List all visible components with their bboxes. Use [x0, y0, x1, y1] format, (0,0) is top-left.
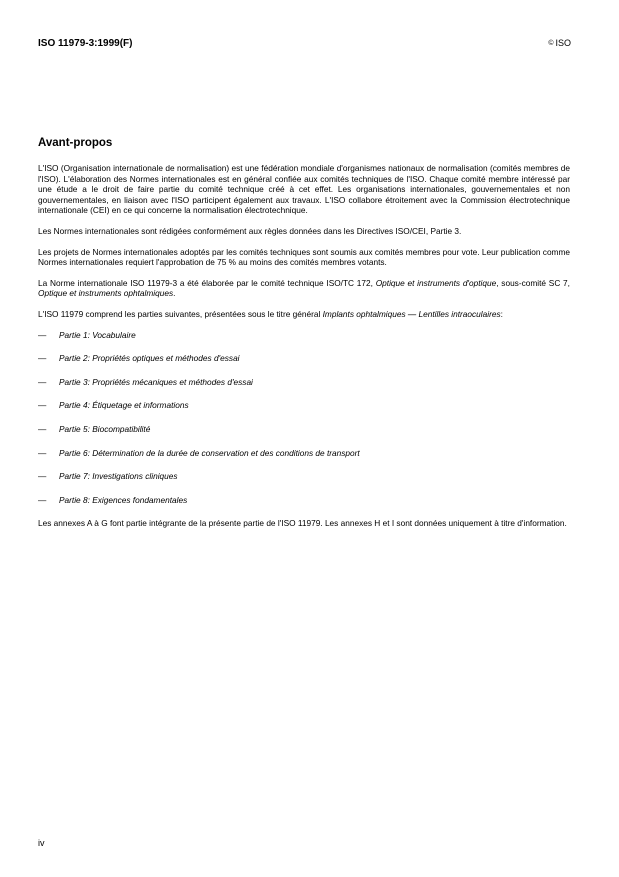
general-title: Implants ophtalmiques — Lentilles intraoculaires	[322, 308, 501, 319]
list-dash: —	[38, 353, 47, 364]
committee-name: Optique et instruments d'optique	[375, 277, 497, 288]
paragraph-parts-intro	[38, 309, 570, 320]
list-item	[38, 400, 570, 413]
document-body	[38, 163, 570, 539]
list-item	[38, 424, 570, 437]
list-dash: —	[38, 376, 47, 387]
list-item	[38, 448, 570, 461]
parts-list	[38, 330, 570, 508]
standard-id-header: ISO 11979-3:1999(F)	[38, 38, 133, 49]
list-dash: —	[38, 447, 47, 458]
list-item	[38, 330, 570, 343]
part-title: Partie 8: Exigences fondamentales	[59, 494, 188, 505]
page-number: iv	[38, 838, 45, 848]
committee-text-1: La Norme internationale ISO 11979-3 a été élaborée par le comité technique ISO/TC 172,	[38, 277, 376, 288]
list-item	[38, 377, 570, 390]
list-item	[38, 353, 570, 366]
list-item	[38, 495, 570, 508]
paragraph-voting: Les projets de Normes internationales adoptés par les comités techniques sont soumis aux comités membres pour vote. Leur publication comme Normes internationales requiert l'approbation de 75 % au moins des comités membres votants.	[38, 246, 570, 268]
list-dash: —	[38, 423, 47, 434]
part-title: Partie 6: Détermination de la durée de conservation et des conditions de transport	[59, 447, 360, 458]
committee-text-2: , sous-comité SC 7,	[496, 277, 570, 288]
list-dash: —	[38, 329, 47, 340]
list-dash: —	[38, 494, 47, 505]
copyright-org: ISO	[555, 38, 571, 48]
committee-text-3: .	[173, 288, 176, 299]
part-title: Partie 1: Vocabulaire	[59, 329, 136, 340]
parts-intro-text: L'ISO 11979 comprend les parties suivantes, présentées sous le titre général	[38, 308, 323, 319]
list-item	[38, 471, 570, 484]
parts-intro-colon: :	[500, 308, 503, 319]
part-title: Partie 5: Biocompatibilité	[59, 423, 151, 434]
part-title: Partie 4: Étiquetage et informations	[59, 400, 189, 411]
copyright-symbol: ©	[548, 40, 554, 47]
subcommittee-name: Optique et instruments ophtalmiques	[38, 288, 174, 299]
paragraph-annexes: Les annexes A à G font partie intégrante de la présente partie de l'ISO 11979. Les annexes H et I sont données uniquement à titre d'information.	[38, 518, 567, 529]
part-title: Partie 7: Investigations cliniques	[59, 471, 178, 482]
list-dash: —	[38, 471, 47, 482]
list-dash: —	[38, 400, 47, 411]
paragraph-iso-organisation: L'ISO (Organisation internationale de normalisation) est une fédération mondiale d'organismes nationaux de normalisation (comités membres de l'ISO). L'élaboration des Normes internationales est en général confiée aux comités techniques de l'ISO. Chaque comité membre intéressé par une étude a le droit de faire partie du comité technique créé à cet effet. Les organisations internationales, gouvernementales et non gouvernementales, en liaison avec l'ISO participent également aux travaux. L'ISO collabore étroitement avec la Commission électrotechnique internationale (CEI) en ce qui concerne la normalisation électrotechnique.	[38, 163, 570, 216]
page-title: Avant-propos	[38, 137, 113, 149]
copyright-header	[548, 38, 571, 48]
part-title: Partie 3: Propriétés mécaniques et méthodes d'essai	[59, 376, 253, 387]
paragraph-committee	[38, 278, 570, 299]
paragraph-directives: Les Normes internationales sont rédigées conformément aux règles données dans les Directives ISO/CEI, Partie 3.	[38, 225, 462, 236]
part-title: Partie 2: Propriétés optiques et méthodes d'essai	[59, 353, 240, 364]
